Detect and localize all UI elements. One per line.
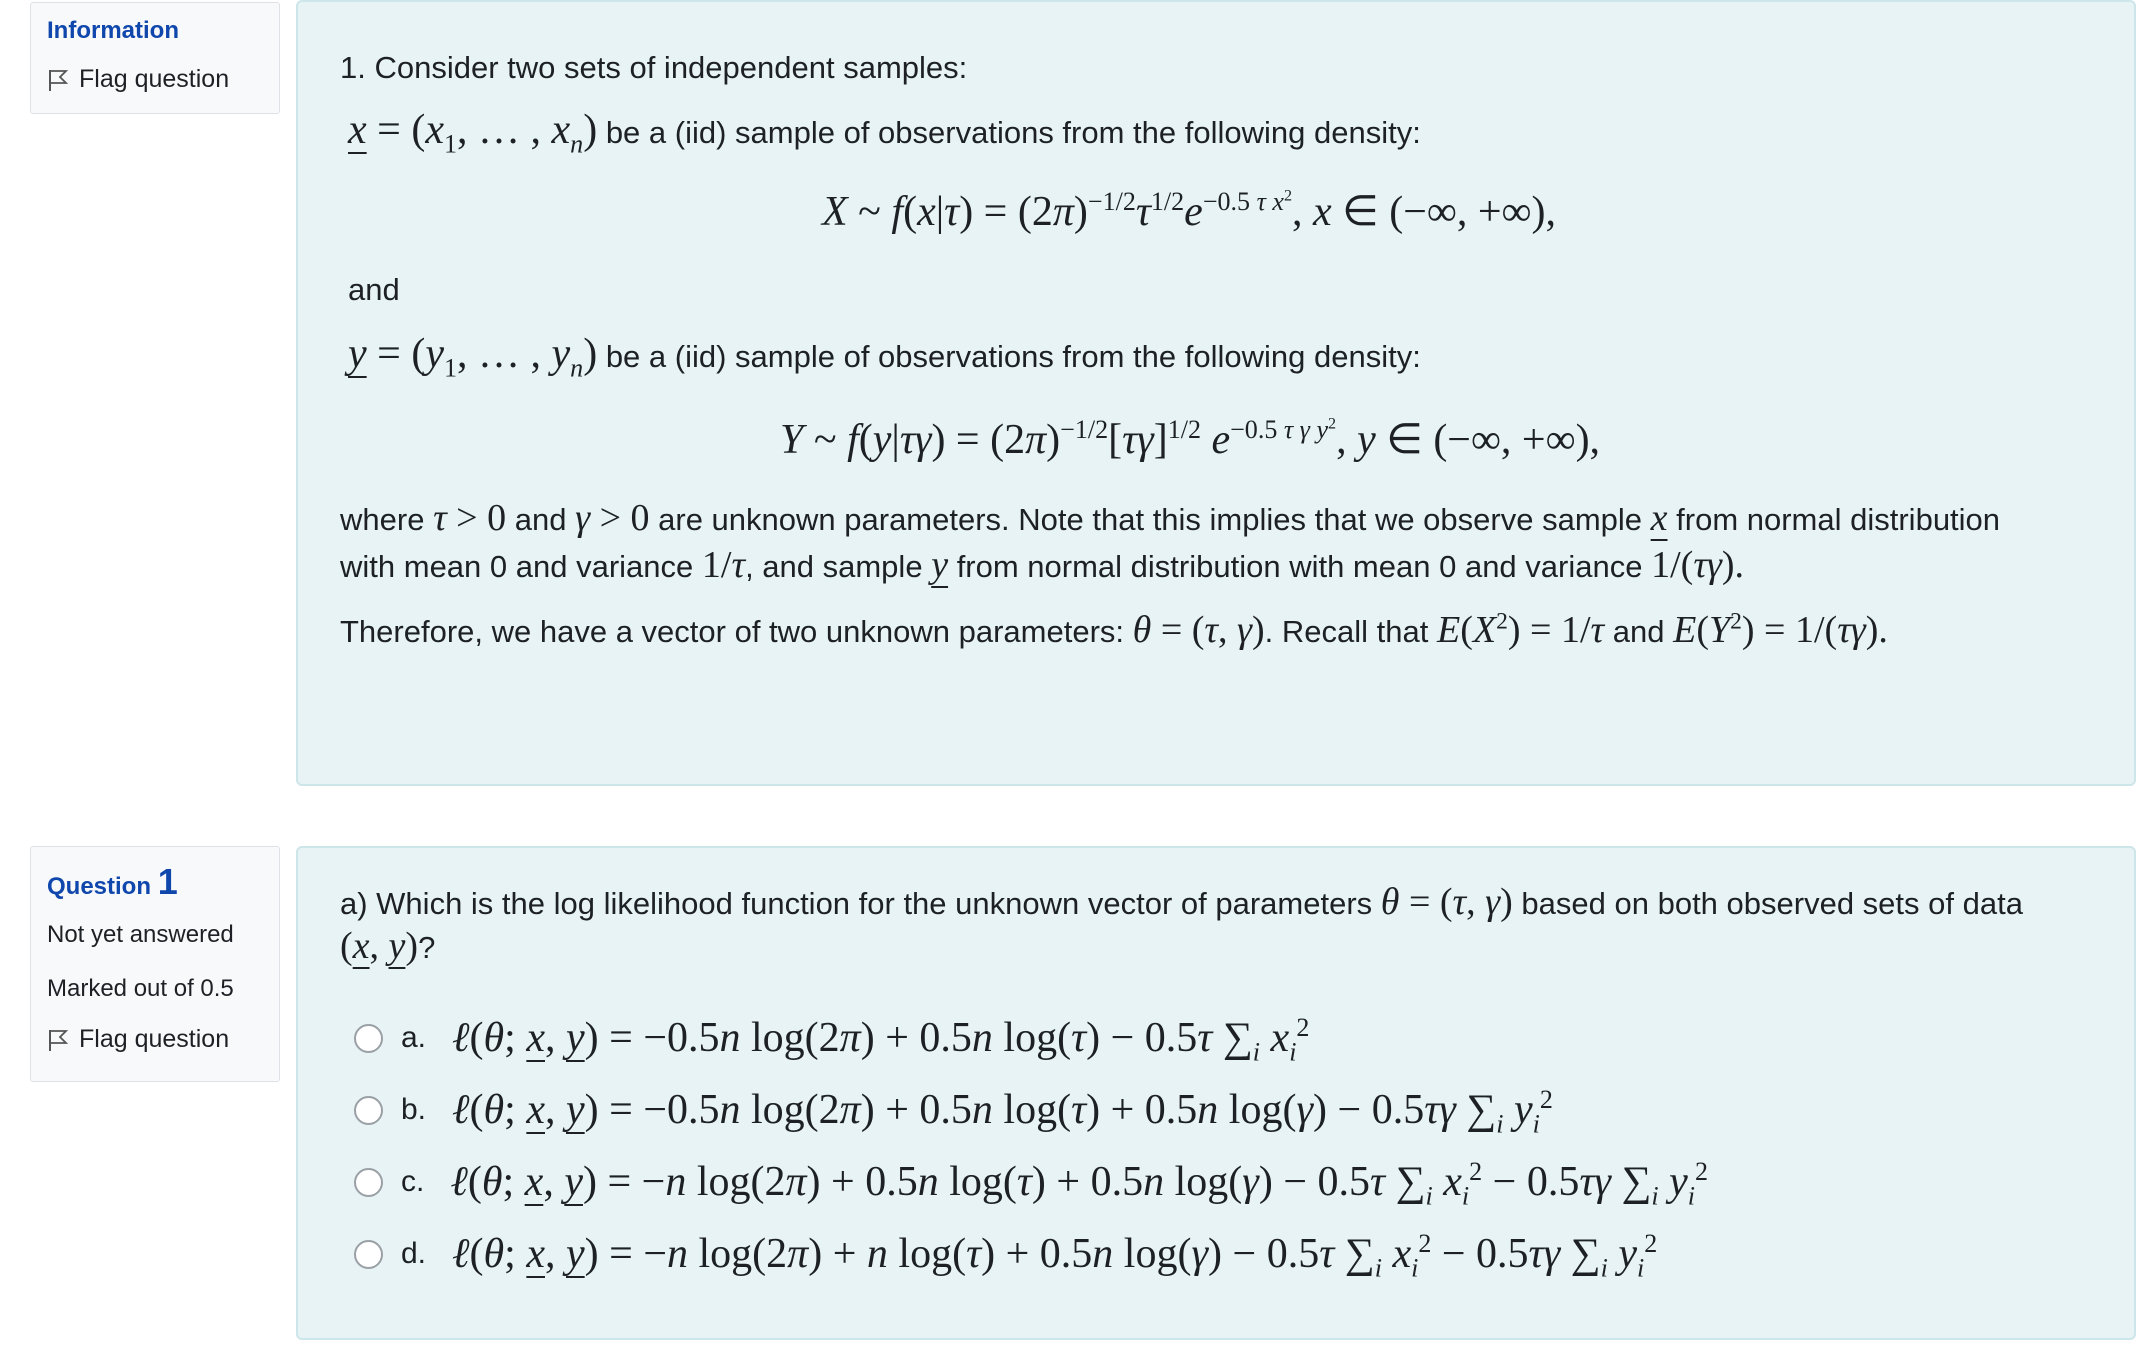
variance-x-math: 1/τ [701,544,746,586]
therefore-line [340,608,1888,652]
question-prompt-line2: (x, y)? [340,925,436,967]
therefore-text-3: and [1612,614,1665,649]
theta-def-math: θ = (τ, γ) [1132,609,1265,651]
question-content [296,846,2136,1340]
theta-vector-math: θ = (τ, γ) [1380,881,1513,923]
intro-title: 1. Consider two sets of independent samples: [340,50,968,85]
x-vector-math: $x = (x_1$, … , $x_n$) [348,107,598,159]
where-line [340,496,2000,540]
information-heading: Information [47,17,179,44]
option-letter: b. [401,1093,427,1126]
where-text-1: where [340,502,425,537]
where-text-4: from normal distribution [1676,502,2001,537]
y-sample-definition [348,330,1421,383]
question-heading [47,861,263,903]
flag-question-info[interactable] [47,65,263,94]
variance-y-math: 1/(τγ). [1651,544,1745,586]
flag-icon [47,1028,69,1052]
radio-button[interactable] [354,1096,383,1125]
question-prompt-text: a) Which is the log likelihood function for the unknown vector of parameters [340,886,1373,921]
question-marks: Marked out of 0.5 [47,975,234,1002]
x-density-equation: X ~ $f(x|\tau) = (2\pi)^{-1/2}\tau^{1/2}e^{-0.5 \tau x^2}$, x ∈ (−∞, +∞), [822,187,1556,235]
mean-line [340,543,1744,587]
y-density-equation: Y ~ $f(y|\tau\gamma) = (2\pi)^{-1/2}[\tau\gamma]^{1/2}$ $e^{-0.5 \tau \gamma y^2}$, y ∈ (−∞, +∞), [780,415,1601,463]
question-heading-label: Question [47,873,152,900]
therefore-text-1: Therefore, we have a vector of two unknown parameters: [340,614,1125,649]
question-prompt-line1 [340,880,2023,924]
question-status: Not yet answered [47,921,234,948]
option-d-formula: ℓ(θ; x, y) = −n log(2π) + n log(τ) + 0.5n log(γ) − 0.5τ $\sum_i$ $x_i^2 - 0.5\tau\gamma$ $\sum_i$ $y_i^2$ [452,1229,1658,1283]
option-c-formula: ℓ(θ; x, y) = −n log(2π) + 0.5n log(τ) + 0.5n log(γ) − 0.5τ $\sum_i$ $x_i^2 - 0.5\tau\gamma$ $\sum_i$ $y_i^2$ [450,1157,1709,1211]
option-b-formula: ℓ(θ; x, y) = −0.5n log(2π) + 0.5n log(τ) + 0.5n log(γ) − 0.5τγ $\sum_i$ $y_i^2$ [452,1085,1553,1139]
option-a-formula: ℓ(θ; x, y) = −0.5n log(2π) + 0.5n log(τ) − 0.5τ $\sum_i$ $x_i^2$ [452,1013,1310,1067]
flag-icon [47,68,69,92]
tau-positive-math: τ > 0 [433,497,507,539]
information-panel [30,2,280,114]
x-definition-text: be a (iid) sample of observations from the following density: [605,115,1421,150]
flag-question-label: Flag question [79,1025,230,1053]
expect-x-math: $E(X^2) = 1/\tau$ [1436,608,1605,651]
therefore-text-2: . Recall that [1264,614,1429,649]
question-info-panel [30,846,280,1082]
option-letter: a. [401,1021,427,1054]
option-c[interactable] [354,1157,1709,1211]
where-text-3: are unknown parameters. Note that this implies that we observe sample [658,502,1643,537]
question-number: 1 [157,861,178,902]
flag-question-label: Flag question [79,65,230,93]
question-prompt-tail: based on both observed sets of data [1521,886,2023,921]
radio-button[interactable] [354,1168,383,1197]
radio-button[interactable] [354,1024,383,1053]
y-definition-text: be a (iid) sample of observations from the following density: [605,339,1421,374]
y-underline-math: y [931,544,949,586]
and-text: and [348,272,400,307]
option-d[interactable] [354,1229,1658,1283]
option-letter: c. [401,1165,425,1198]
where-text-2: and [514,502,567,537]
mean-text-1: with mean 0 and variance [340,549,694,584]
option-letter: d. [401,1237,427,1270]
mean-text-3: from normal distribution with mean 0 and variance [956,549,1643,584]
option-b[interactable] [354,1085,1553,1139]
data-pair-math: (x, y) [340,925,419,967]
information-content [296,0,2136,786]
mean-text-2: , and sample [745,549,923,584]
option-a[interactable] [354,1013,1310,1067]
x-underline-math: x [1650,497,1668,539]
x-sample-definition [348,106,1421,159]
radio-button[interactable] [354,1240,383,1269]
gamma-positive-math: γ > 0 [575,497,650,539]
flag-question-q1[interactable] [47,1025,263,1054]
y-vector-math: $y = (y_1$, … , $y_n$) [348,331,598,383]
expect-y-math: $E(Y^2) = 1/(\tau\gamma)$. [1673,608,1888,651]
